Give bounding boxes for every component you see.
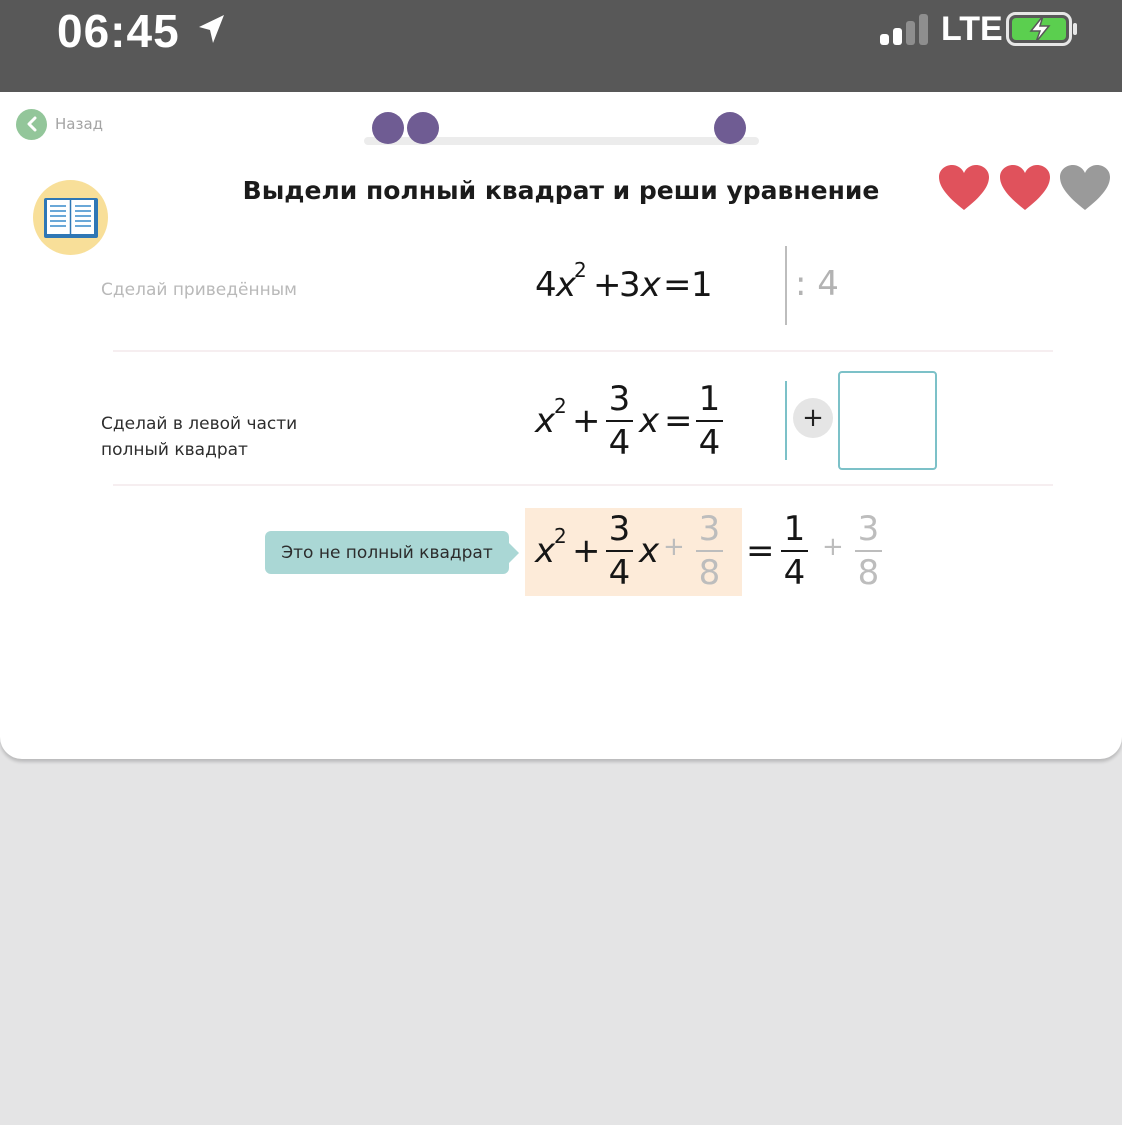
location-arrow-icon xyxy=(196,12,226,46)
operation-separator xyxy=(785,381,787,460)
progress-dot xyxy=(372,112,404,144)
task-title: Выдели полный квадрат и реши уравнение xyxy=(242,176,880,205)
step-divider xyxy=(113,350,1053,352)
book-icon xyxy=(33,180,108,255)
answer-input[interactable] xyxy=(838,371,937,470)
back-button[interactable] xyxy=(16,108,103,140)
progress-dot xyxy=(407,112,439,144)
progress-dot xyxy=(714,112,746,144)
task-card xyxy=(0,92,1122,759)
fraction: 3 4 xyxy=(606,512,633,590)
operation-separator xyxy=(785,246,787,325)
term-3x: 3x xyxy=(619,265,661,305)
step-divider xyxy=(113,484,1053,486)
network-type: LTE xyxy=(941,10,1003,48)
chevron-left-icon xyxy=(16,109,47,140)
back-label: Назад xyxy=(55,115,104,133)
heart-icon xyxy=(938,164,990,212)
fraction: 1 4 xyxy=(696,382,723,460)
equation-step-1: 4 x 2 + 3x = 1 xyxy=(535,258,713,305)
feedback-tooltip xyxy=(265,531,509,574)
lives-indicator xyxy=(938,164,1112,212)
equation-step-2: x 2 + 3 4 x = 1 4 xyxy=(535,382,735,462)
status-time: 06:45 xyxy=(57,5,180,57)
battery-charging-icon xyxy=(1006,12,1078,46)
signal-bars-icon xyxy=(880,13,932,45)
added-fraction: 3 8 xyxy=(855,512,882,590)
step-hint: Сделай в левой части полный квадрат xyxy=(101,414,298,460)
status-bar xyxy=(0,0,1122,92)
heart-lost-icon xyxy=(1059,164,1111,212)
feedback-equation: x 2 + 3 4 x + 3 8 = 1 4 + 3 8 xyxy=(535,512,895,592)
feedback-message: Это не полный квадрат xyxy=(281,542,493,563)
heart-icon xyxy=(999,164,1051,212)
operation-sign-button[interactable]: + xyxy=(793,398,833,438)
operation-label: : 4 xyxy=(795,264,839,304)
step-hint: Сделай приведённым xyxy=(101,280,297,300)
fraction: 1 4 xyxy=(781,512,808,590)
theory-book-button[interactable] xyxy=(33,180,108,255)
fraction: 3 4 xyxy=(606,382,633,460)
added-fraction: 3 8 xyxy=(696,512,723,590)
